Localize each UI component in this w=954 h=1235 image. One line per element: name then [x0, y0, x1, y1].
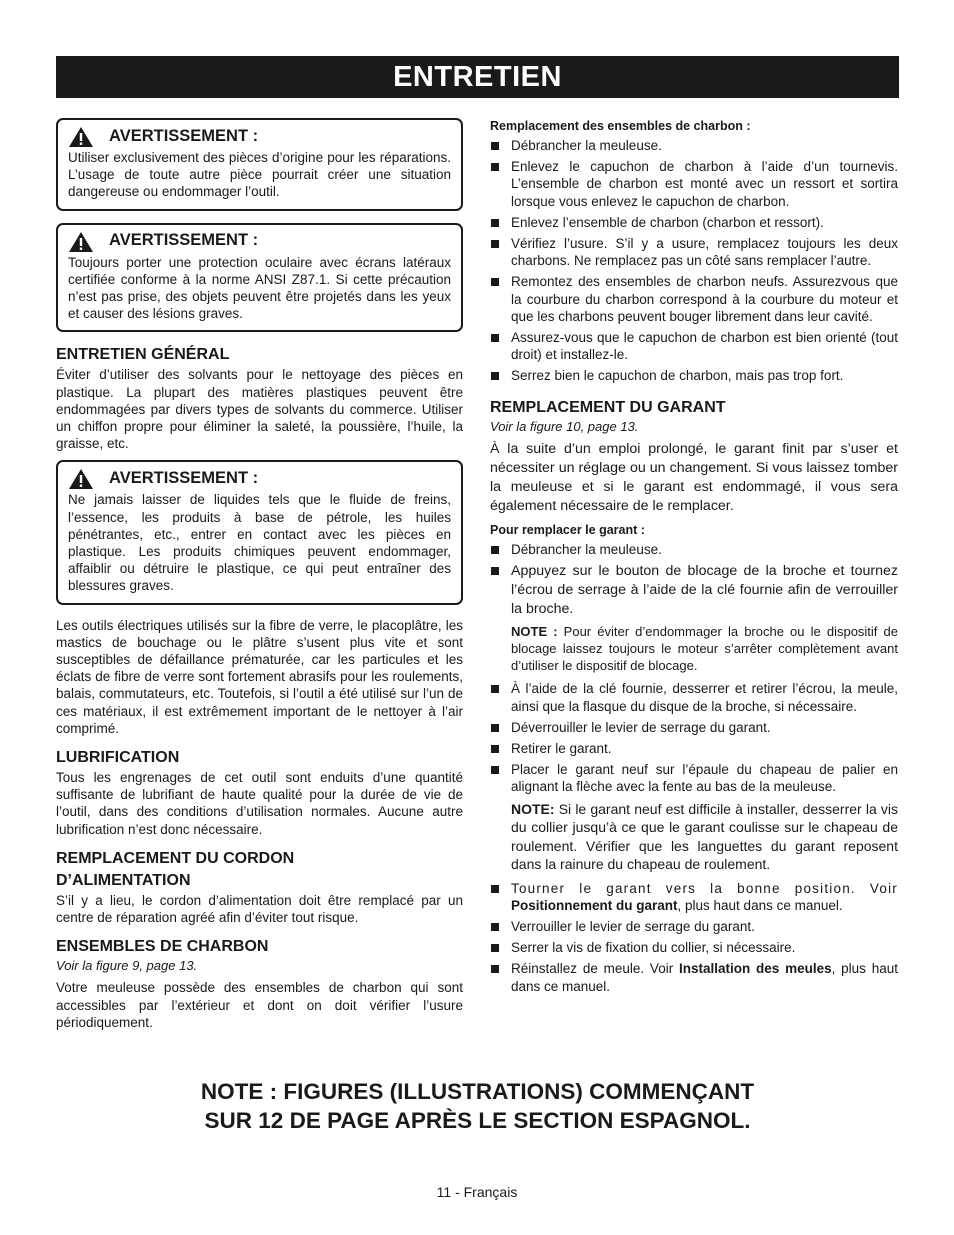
subheading: Pour remplacer le garant :	[490, 522, 645, 537]
subheading: Remplacement des ensembles de charbon :	[490, 119, 751, 133]
list-item: Vérifiez l’usure. S’il y a usure, remplacez toujours les deux charbons. Ne remplacez pas un côté sans remplacer l’autre.	[490, 235, 898, 269]
section-lubrication	[56, 747, 463, 838]
fiberglass-paragraph: Les outils électriques utilisés sur la fibre de verre, le placoplâtre, les mastics de bouchage ou le plâtre s’usent plus vite et sont susceptibles de défaillance prématurée, car les particules et les éclats de fibre de verre sont fortement abrasifs pour les roulements, balais, commutateurs, etc. Toutefois, si l’outil a été utilisé sur l’un de ces matériaux, il est extrêmement important de le nettoyer à l’air comprimé.	[56, 617, 463, 736]
list-item: Déverrouiller le levier de serrage du garant.	[490, 719, 898, 736]
list-item: Serrez bien le capuchon de charbon, mais pas trop fort.	[490, 367, 898, 384]
warning-triangle-icon	[68, 126, 94, 146]
note: NOTE: Si le garant neuf est difficile à installer, desserrer la vis du collier jusqu’à ce que le garant coulisse sur le chapeau de roulement. Vérifier que les languettes du garant reposent dans la rainure du chapeau de roulement.	[511, 800, 899, 873]
warning-triangle-icon	[68, 468, 94, 488]
list-item: À l’aide de la clé fournie, desserrer et retirer l’écrou, la meule, ainsi que la flasque du disque de la broche, si nécessaire.	[490, 680, 898, 714]
section-text: Votre meuleuse possède des ensembles de charbon qui sont accessibles par l’extérieur et dont on doit vérifier l’usure périodiquement.	[56, 980, 463, 1030]
list-item: Placer le garant neuf sur l’épaule du chapeau de palier en alignant la flèche avec la fente au bas de la meuleuse.	[490, 761, 898, 795]
list-item: Appuyez sur le bouton de blocage de la broche et tournez l’écrou de serrage à l’aide de la clé fournie afin de verrouiller la broche.	[490, 562, 898, 619]
list-item: Retirer le garant.	[490, 740, 898, 757]
left-column	[56, 118, 463, 1031]
section-guard-replacement	[490, 397, 898, 995]
warning-triangle-icon	[68, 231, 94, 251]
list-item: Assurez-vous que le capuchon de charbon est bien orienté (tout droit) et installez-le.	[490, 329, 898, 363]
list-item: Remontez des ensembles de charbon neufs. Assurezvous que la courbure du charbon correspond à la courbure du moteur et que les charbons peuvent bouger librement dans leur cavité.	[490, 273, 898, 325]
list-item: Enlevez l’ensemble de charbon (charbon et ressort).	[490, 214, 898, 231]
warning-title: AVERTISSEMENT :	[109, 231, 259, 250]
section-carbon-brushes	[56, 936, 463, 1031]
list-item: Débrancher la meuleuse.	[490, 137, 898, 154]
section-heading: ENSEMBLES DE CHARBON	[56, 938, 269, 956]
section-text: Éviter d’utiliser des solvants pour le nettoyage des pièces en plastique. La plupart des matières plastiques peuvent être endommagées par divers types de solvants du commerce. Utiliser un chiffon propre pour éliminer la saleté, la poussière, l’huile, la graisse, etc.	[56, 367, 463, 452]
right-column	[490, 118, 898, 999]
guard-steps-list	[490, 541, 898, 619]
section-heading: ENTRETIEN GÉNÉRAL	[56, 346, 230, 364]
section-heading: REMPLACEMENT DU GARANT	[490, 398, 726, 416]
warning-text: Utiliser exclusivement des pièces d’origine pour les réparations. L’usage de toute autre pièce pourrait créer une situation dangereuse ou endommager l’outil.	[68, 150, 451, 200]
warning-text: Toujours porter une protection oculaire avec écrans latéraux certifiée conforme à la norme ANSI Z87.1. Si cette précaution n’est pas prise, des objets peuvent être projetés dans les yeux et causer des lésions graves.	[68, 254, 451, 322]
list-item: Serrer la vis de fixation du collier, si nécessaire.	[490, 939, 898, 956]
page-number: 11 - Français	[436, 1184, 518, 1200]
section-general-maintenance	[56, 344, 463, 452]
warning-box-liquids	[56, 460, 463, 604]
warning-box-eye-protection	[56, 223, 463, 333]
list-item: Tourner le garant vers la bonne position. Voir Positionnement du garant, plus haut dans ce manuel.	[490, 880, 898, 914]
figure-reference: Voir la figure 9, page 13.	[56, 958, 198, 974]
warning-title: AVERTISSEMENT :	[109, 126, 259, 145]
section-text: Tous les engrenages de cet outil sont enduits d’une quantité suffisante de lubrifiant de haute qualité pour la durée de vie de l’outil, dans des conditions d’utilisation normales. Aucune autre lubrification n’est donc nécessaire.	[56, 770, 463, 837]
warning-box-parts	[56, 118, 463, 211]
list-item: Débrancher la meuleuse.	[490, 541, 898, 558]
section-heading: LUBRIFICATION	[56, 749, 180, 767]
section-text: S’il y a lieu, le cordon d’alimentation doit être remplacé par un centre de réparation agréé afin d’éviter tout risque.	[56, 892, 463, 926]
warning-title: AVERTISSEMENT :	[109, 468, 259, 487]
section-heading: REMPLACEMENT DU CORDON D’ALIMENTATION	[56, 849, 295, 889]
list-item: Réinstallez de meule. Voir Installation des meules, plus haut dans ce manuel.	[490, 960, 898, 994]
list-item: Enlevez le capuchon de charbon à l’aide d’un tournevis. L’ensemble de charbon est monté avec un ressort et sortira lorsque vous enlevez le capuchon de charbon.	[490, 158, 898, 210]
section-power-cord	[56, 848, 463, 926]
page-title: ENTRETIEN	[56, 56, 899, 98]
carbon-steps-list	[490, 137, 898, 385]
figures-note: NOTE : FIGURES (ILLUSTRATIONS) COMMENÇANT SUR 12 DE PAGE APRÈS LE SECTION ESPAGNOL.	[200, 1079, 755, 1133]
list-item: Verrouiller le levier de serrage du garant.	[490, 918, 898, 935]
warning-text: Ne jamais laisser de liquides tels que le fluide de freins, l’essence, les produits à base de pétrole, les huiles pénétrantes, etc., entrer en contact avec les pièces en plastique. Les produits chimiques peuvent endommager, affaiblir ou détruire le plastique, ce qui peut entraîner des blessures graves.	[68, 492, 451, 594]
section-text: À la suite d’un emploi prolongé, le garant finit par s’user et nécessiter un réglage ou un changement. Si vous laissez tomber la meuleuse et si le garant est endommagé, il vous sera également nécessaire de le remplacer.	[490, 440, 898, 514]
note: NOTE : Pour éviter d’endommager la broche ou le dispositif de blocage laissez toujours le moteur s’arrêter complètement avant d’utiliser le dispositif de blocage.	[511, 623, 898, 674]
figure-reference: Voir la figure 10, page 13.	[490, 418, 639, 434]
